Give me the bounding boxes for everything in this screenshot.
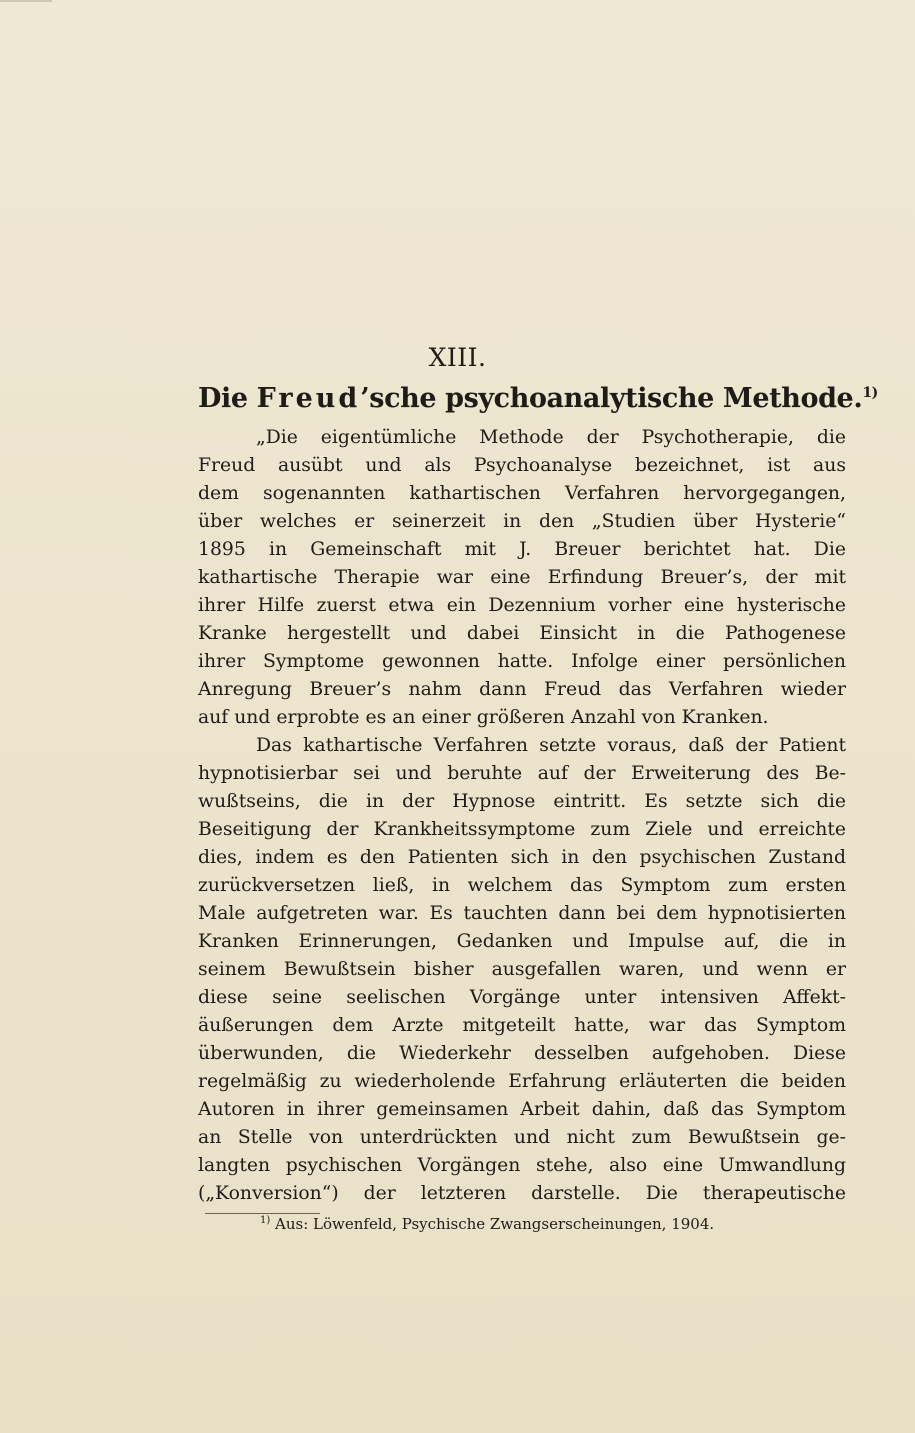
text-line: Kranke hergestellt und dabei Einsicht in die Pathogenese [198,623,846,644]
text-line: regelmäßig zu wiederholende Erfahrung erläuterten die beiden [198,1071,846,1092]
title-name-spaced: Freud [256,383,361,414]
text-line: an Stelle von unterdrückten und nicht zum Bewußtsein ge- [198,1127,846,1148]
text-line: ihrer Hilfe zuerst etwa ein Dezennium vorher eine hysterische [198,595,846,616]
scan-edge-mark [0,0,52,2]
footnote-text: Aus: Löwenfeld, Psychische Zwangserscheinungen, 1904. [275,1215,715,1233]
text-line: über welches er seinerzeit in den „Studien über Hysterie“ [198,511,846,532]
text-line: Kranken Erinnerungen, Gedanken und Impulse auf, die in [198,931,846,952]
text-line: wußtseins, die in der Hypnose eintritt. Es setzte sich die [198,791,846,812]
text-line: Autoren in ihrer gemeinsamen Arbeit dahin, daß das Symptom [198,1099,846,1120]
text-line: Das kathartische Verfahren setzte voraus, daß der Patient [256,735,846,756]
body-text [198,424,846,1208]
footnote [260,1212,860,1236]
text-line: hypnotisierbar sei und beruhte auf der Erweiterung des Be- [198,763,846,784]
title-prefix: Die [198,383,257,414]
text-line: Freud ausübt und als Psychoanalyse bezeichnet, ist aus [198,455,846,476]
text-line: dem sogenannten kathartischen Verfahren hervorgegangen, [198,483,846,504]
text-line: Male aufgetreten war. Es tauchten dann bei dem hypnotisierten [198,903,846,924]
text-line: Beseitigung der Krankheitssymptome zum Ziele und erreichte [198,819,846,840]
text-line: 1895 in Gemeinschaft mit J. Breuer berichtet hat. Die [198,539,846,560]
text-line: auf und erprobte es an einer größeren Anzahl von Kranken. [198,707,769,728]
text-line: diese seine seelischen Vorgänge unter intensiven Affekt- [198,987,846,1008]
text-line: äußerungen dem Arzte mitgeteilt hatte, war das Symptom [198,1015,846,1036]
chapter-title [198,378,878,420]
footnote-mark: 1) [260,1215,271,1226]
title-suffix: ’sche psychoanalytische Methode. [360,383,863,414]
text-line: überwunden, die Wiederkehr desselben aufgehoben. Diese [198,1043,846,1064]
text-line: zurückversetzen ließ, in welchem das Symptom zum ersten [198,875,846,896]
text-line: kathartische Therapie war eine Erfindung Breuer’s, der mit [198,567,846,588]
text-line: „Die eigentümliche Methode der Psychotherapie, die [256,427,846,448]
text-line: ihrer Symptome gewonnen hatte. Infolge einer persönlichen [198,651,846,672]
text-line: langten psychischen Vorgängen stehe, also eine Umwandlung [198,1155,846,1176]
title-footnote-mark: 1) [862,385,878,401]
text-line: dies, indem es den Patienten sich in den psychischen Zustand [198,847,846,868]
text-line: Anregung Breuer’s nahm dann Freud das Verfahren wieder [198,679,846,700]
text-line: („Konversion“) der letzteren darstelle. Die therapeutische [198,1183,846,1204]
text-line: seinem Bewußtsein bisher ausgefallen waren, und wenn er [198,959,846,980]
chapter-number: XIII. [428,343,487,372]
